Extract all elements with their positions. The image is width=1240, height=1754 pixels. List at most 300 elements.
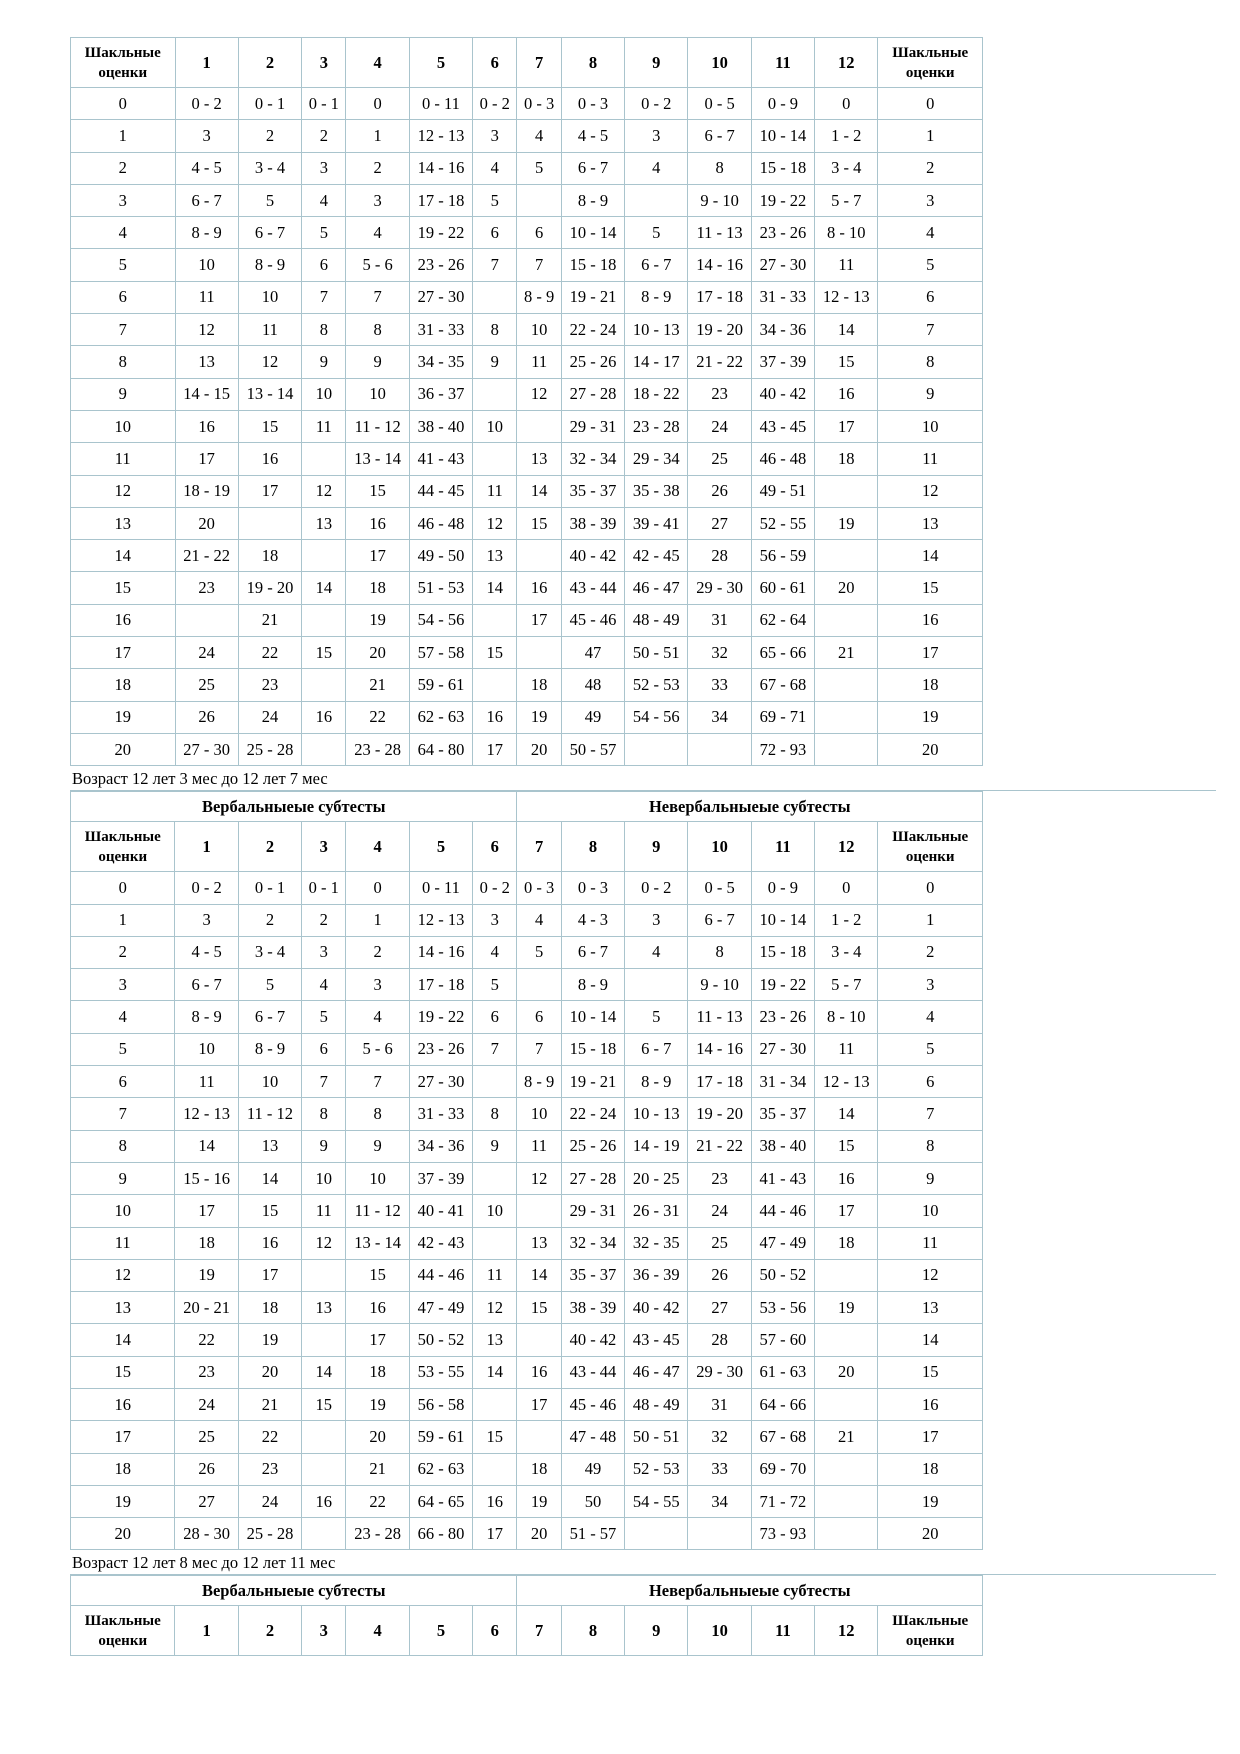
raw-score-cell: 56 - 58: [409, 1388, 472, 1420]
raw-score-cell: 0 - 3: [561, 872, 624, 904]
raw-score-cell: 4 - 5: [175, 152, 238, 184]
raw-score-cell: 15: [238, 410, 301, 442]
subtest-header: 6: [473, 38, 517, 88]
raw-score-cell: 24: [238, 1485, 301, 1517]
scale-score-cell: 11: [878, 443, 983, 475]
table-row: [71, 1001, 983, 1033]
raw-score-cell: 13: [517, 1227, 561, 1259]
raw-score-cell: 0 - 2: [175, 88, 238, 120]
raw-score-cell: 6 - 7: [561, 936, 624, 968]
raw-score-cell: [517, 410, 561, 442]
raw-score-cell: 3: [473, 120, 517, 152]
scale-score-cell: 10: [878, 410, 983, 442]
raw-score-cell: 27 - 30: [751, 249, 814, 281]
raw-score-cell: 17: [346, 1324, 409, 1356]
raw-score-cell: 29 - 30: [688, 1356, 751, 1388]
raw-score-cell: 26: [175, 1453, 238, 1485]
raw-score-cell: 15: [517, 1292, 561, 1324]
raw-score-cell: 3: [473, 904, 517, 936]
raw-score-cell: [302, 1518, 346, 1550]
raw-score-cell: 18: [175, 1227, 238, 1259]
raw-score-cell: 8 - 9: [625, 281, 688, 313]
raw-score-cell: 0 - 11: [409, 88, 472, 120]
raw-score-cell: 50: [561, 1485, 624, 1517]
raw-score-cell: 14 - 16: [409, 152, 472, 184]
table-row: [71, 1259, 983, 1291]
raw-score-cell: 26: [175, 701, 238, 733]
raw-score-cell: [625, 184, 688, 216]
raw-score-cell: 23: [688, 1162, 751, 1194]
raw-score-cell: 29 - 34: [625, 443, 688, 475]
table-row: [71, 1388, 983, 1420]
raw-score-cell: 48 - 49: [625, 604, 688, 636]
raw-score-cell: 19: [238, 1324, 301, 1356]
raw-score-cell: [517, 1324, 561, 1356]
raw-score-cell: [302, 1324, 346, 1356]
subtest-header: 8: [561, 1606, 624, 1656]
raw-score-cell: 16: [815, 378, 878, 410]
raw-score-cell: 10: [238, 1066, 301, 1098]
raw-score-cell: 19 - 20: [688, 314, 751, 346]
raw-score-cell: 14: [302, 572, 346, 604]
raw-score-cell: 19: [346, 1388, 409, 1420]
raw-score-cell: 10: [473, 410, 517, 442]
raw-score-cell: 2: [302, 904, 346, 936]
raw-score-cell: 20: [175, 507, 238, 539]
raw-score-cell: 27 - 28: [561, 378, 624, 410]
raw-score-cell: [302, 669, 346, 701]
raw-score-cell: [175, 604, 238, 636]
raw-score-cell: 23: [688, 378, 751, 410]
table-body: [71, 88, 983, 766]
raw-score-cell: 10 - 13: [625, 1098, 688, 1130]
raw-score-cell: 21 - 22: [688, 346, 751, 378]
raw-score-cell: 17: [517, 1388, 561, 1420]
raw-score-cell: 10: [517, 314, 561, 346]
table-row: [71, 572, 983, 604]
raw-score-cell: 7: [302, 281, 346, 313]
raw-score-cell: 38 - 39: [561, 1292, 624, 1324]
raw-score-cell: 10 - 14: [751, 904, 814, 936]
raw-score-cell: 17: [473, 733, 517, 765]
scale-score-cell: 0: [71, 88, 176, 120]
raw-score-cell: 57 - 58: [409, 637, 472, 669]
scale-score-cell: 4: [878, 217, 983, 249]
raw-score-cell: 67 - 68: [751, 669, 814, 701]
scale-score-header: Шакльные оценки: [71, 38, 176, 88]
scale-score-cell: 13: [878, 1292, 983, 1324]
raw-score-cell: 38 - 39: [561, 507, 624, 539]
raw-score-cell: 0: [815, 88, 878, 120]
raw-score-cell: 22 - 24: [561, 1098, 624, 1130]
raw-score-cell: [473, 669, 517, 701]
raw-score-cell: 54 - 56: [409, 604, 472, 636]
raw-score-cell: 40 - 42: [625, 1292, 688, 1324]
raw-score-cell: 25 - 28: [238, 1518, 301, 1550]
raw-score-cell: 15: [473, 637, 517, 669]
raw-score-cell: 17: [473, 1518, 517, 1550]
raw-score-cell: 13: [473, 540, 517, 572]
raw-score-cell: 20: [517, 1518, 561, 1550]
subtest-header: 12: [815, 1606, 878, 1656]
raw-score-cell: 5: [517, 936, 561, 968]
raw-score-cell: 10: [517, 1098, 561, 1130]
table-row: [71, 475, 983, 507]
raw-score-cell: 18: [517, 1453, 561, 1485]
raw-score-cell: 48 - 49: [625, 1388, 688, 1420]
scale-score-cell: 17: [71, 637, 176, 669]
scale-score-header: Шакльные оценки: [878, 1606, 983, 1656]
table-row: [71, 217, 983, 249]
raw-score-cell: 8 - 9: [517, 1066, 561, 1098]
scale-score-header: Шакльные оценки: [71, 1606, 175, 1656]
raw-score-cell: 37 - 39: [751, 346, 814, 378]
raw-score-cell: 19 - 22: [409, 217, 472, 249]
raw-score-cell: 28: [688, 540, 751, 572]
raw-score-cell: 12 - 13: [175, 1098, 238, 1130]
raw-score-cell: 23 - 28: [346, 1518, 409, 1550]
raw-score-cell: 15: [302, 637, 346, 669]
raw-score-cell: 28 - 30: [175, 1518, 238, 1550]
raw-score-cell: 23 - 26: [409, 249, 472, 281]
raw-score-cell: 21: [238, 604, 301, 636]
raw-score-cell: 16: [346, 507, 409, 539]
raw-score-cell: 26 - 31: [625, 1195, 688, 1227]
raw-score-cell: 35 - 38: [625, 475, 688, 507]
subtest-header: 3: [302, 822, 346, 872]
raw-score-cell: 25 - 26: [561, 1130, 624, 1162]
raw-score-cell: 0 - 9: [751, 88, 814, 120]
raw-score-cell: 23 - 26: [751, 217, 814, 249]
raw-score-cell: 13: [238, 1130, 301, 1162]
raw-score-cell: 4: [473, 152, 517, 184]
raw-score-cell: [473, 281, 517, 313]
raw-score-cell: 24: [175, 637, 238, 669]
table-row: [71, 346, 983, 378]
raw-score-cell: 34: [688, 701, 751, 733]
raw-score-cell: 6: [517, 217, 561, 249]
raw-score-cell: 15 - 18: [751, 936, 814, 968]
raw-score-cell: 0 - 2: [473, 872, 517, 904]
scale-score-cell: 1: [878, 904, 983, 936]
raw-score-cell: 50 - 52: [409, 1324, 472, 1356]
raw-score-cell: 12: [175, 314, 238, 346]
raw-score-cell: 45 - 46: [561, 604, 624, 636]
raw-score-cell: 47 - 49: [409, 1292, 472, 1324]
scale-score-cell: 14: [878, 1324, 983, 1356]
raw-score-cell: 18: [238, 540, 301, 572]
raw-score-cell: 23: [175, 572, 238, 604]
raw-score-cell: 31: [688, 604, 751, 636]
raw-score-cell: 8: [346, 1098, 409, 1130]
group-header-row: [71, 1576, 983, 1606]
raw-score-cell: 46 - 48: [409, 507, 472, 539]
raw-score-cell: [302, 1421, 346, 1453]
raw-score-cell: 9: [473, 346, 517, 378]
raw-score-cell: 32: [688, 637, 751, 669]
raw-score-cell: 27 - 30: [409, 1066, 472, 1098]
raw-score-cell: 49 - 51: [751, 475, 814, 507]
raw-score-cell: 1 - 2: [815, 904, 878, 936]
raw-score-cell: 21: [238, 1388, 301, 1420]
raw-score-cell: [517, 540, 561, 572]
table-row: [71, 1518, 983, 1550]
raw-score-cell: 35 - 37: [561, 1259, 624, 1291]
raw-score-cell: 0 - 11: [409, 872, 472, 904]
raw-score-cell: 8 - 9: [238, 249, 301, 281]
raw-score-cell: 43 - 45: [625, 1324, 688, 1356]
raw-score-cell: 13 - 14: [238, 378, 301, 410]
raw-score-cell: 8 - 9: [175, 1001, 238, 1033]
raw-score-cell: 4: [517, 904, 561, 936]
raw-score-cell: 5: [238, 184, 301, 216]
raw-score-cell: 19 - 20: [688, 1098, 751, 1130]
raw-score-cell: 6: [473, 217, 517, 249]
table-row: [71, 1033, 983, 1065]
scale-score-cell: 3: [878, 184, 983, 216]
raw-score-cell: 31 - 33: [409, 1098, 472, 1130]
scale-table-2: [70, 791, 983, 1550]
raw-score-cell: 34 - 36: [409, 1130, 472, 1162]
raw-score-cell: 25 - 26: [561, 346, 624, 378]
raw-score-cell: [815, 1485, 878, 1517]
table-row: [71, 507, 983, 539]
raw-score-cell: 18: [346, 1356, 409, 1388]
raw-score-cell: 7: [473, 249, 517, 281]
raw-score-cell: 24: [688, 1195, 751, 1227]
raw-score-cell: 17 - 18: [688, 1066, 751, 1098]
raw-score-cell: 18: [517, 669, 561, 701]
raw-score-cell: 18: [238, 1292, 301, 1324]
raw-score-cell: 22: [238, 637, 301, 669]
raw-score-cell: 46 - 47: [625, 572, 688, 604]
raw-score-cell: 20: [238, 1356, 301, 1388]
raw-score-cell: 5 - 7: [815, 184, 878, 216]
scale-score-cell: 3: [71, 969, 175, 1001]
raw-score-cell: [625, 1518, 688, 1550]
subtest-header: 7: [517, 1606, 561, 1656]
table-row: [71, 936, 983, 968]
scale-score-cell: 4: [878, 1001, 983, 1033]
scale-score-cell: 9: [878, 378, 983, 410]
subtest-header: 4: [346, 38, 409, 88]
raw-score-cell: 5: [238, 969, 301, 1001]
table-row: [71, 669, 983, 701]
table-row: [71, 1130, 983, 1162]
raw-score-cell: 14: [175, 1130, 238, 1162]
scale-score-cell: 15: [71, 1356, 175, 1388]
raw-score-cell: 14 - 16: [688, 249, 751, 281]
raw-score-cell: 8: [473, 314, 517, 346]
raw-score-cell: 21 - 22: [688, 1130, 751, 1162]
raw-score-cell: [302, 443, 346, 475]
raw-score-cell: 10: [346, 378, 409, 410]
raw-score-cell: 17: [238, 1259, 301, 1291]
scale-score-cell: 3: [878, 969, 983, 1001]
scale-score-cell: 18: [71, 1453, 175, 1485]
table-row: [71, 410, 983, 442]
table-row: [71, 701, 983, 733]
raw-score-cell: 31 - 33: [751, 281, 814, 313]
raw-score-cell: 5: [302, 1001, 346, 1033]
raw-score-cell: 22: [346, 701, 409, 733]
raw-score-cell: 21: [346, 1453, 409, 1485]
raw-score-cell: 0 - 2: [625, 88, 688, 120]
raw-score-cell: 3: [625, 120, 688, 152]
raw-score-cell: 0 - 1: [302, 88, 346, 120]
raw-score-cell: 4: [625, 152, 688, 184]
raw-score-cell: [688, 1518, 751, 1550]
table-row: [71, 1421, 983, 1453]
raw-score-cell: 12: [302, 475, 346, 507]
scale-score-cell: 6: [878, 281, 983, 313]
raw-score-cell: 16: [517, 572, 561, 604]
scale-score-cell: 12: [71, 1259, 175, 1291]
scale-score-cell: 8: [878, 346, 983, 378]
scale-score-cell: 17: [878, 637, 983, 669]
raw-score-cell: 16: [473, 701, 517, 733]
raw-score-cell: 8: [302, 1098, 346, 1130]
scale-table-1: [70, 37, 983, 766]
subtest-header: 9: [625, 1606, 688, 1656]
raw-score-cell: 14 - 17: [625, 346, 688, 378]
raw-score-cell: 12 - 13: [815, 281, 878, 313]
raw-score-cell: 32 - 34: [561, 443, 624, 475]
raw-score-cell: 11 - 12: [238, 1098, 301, 1130]
raw-score-cell: 20: [815, 1356, 878, 1388]
raw-score-cell: 18: [815, 1227, 878, 1259]
raw-score-cell: 27 - 30: [409, 281, 472, 313]
raw-score-cell: 19 - 22: [751, 184, 814, 216]
subtest-header: 3: [302, 1606, 346, 1656]
raw-score-cell: 14: [473, 572, 517, 604]
raw-score-cell: 17: [815, 410, 878, 442]
table-row: [71, 733, 983, 765]
raw-score-cell: 43 - 44: [561, 572, 624, 604]
scale-score-cell: 20: [878, 1518, 983, 1550]
raw-score-cell: 27: [688, 1292, 751, 1324]
raw-score-cell: 9: [346, 346, 409, 378]
scale-score-cell: 8: [878, 1130, 983, 1162]
raw-score-cell: 31 - 34: [751, 1066, 814, 1098]
raw-score-cell: 8 - 9: [238, 1033, 301, 1065]
raw-score-cell: 39 - 41: [625, 507, 688, 539]
scale-score-cell: 16: [878, 604, 983, 636]
raw-score-cell: 4: [625, 936, 688, 968]
raw-score-cell: 3: [346, 184, 409, 216]
scale-score-cell: 7: [71, 314, 176, 346]
raw-score-cell: [815, 1518, 878, 1550]
raw-score-cell: 13: [302, 507, 346, 539]
raw-score-cell: 33: [688, 1453, 751, 1485]
raw-score-cell: 5: [473, 184, 517, 216]
raw-score-cell: [238, 507, 301, 539]
scale-score-cell: 5: [878, 1033, 983, 1065]
raw-score-cell: 5 - 7: [815, 969, 878, 1001]
raw-score-cell: 10: [302, 1162, 346, 1194]
raw-score-cell: 13: [175, 346, 238, 378]
scale-score-cell: 6: [71, 281, 176, 313]
subtest-header: 8: [561, 38, 624, 88]
scale-score-cell: 14: [71, 1324, 175, 1356]
raw-score-cell: 10: [238, 281, 301, 313]
column-header-row: [71, 822, 983, 872]
raw-score-cell: 15: [473, 1421, 517, 1453]
raw-score-cell: 1: [346, 120, 409, 152]
raw-score-cell: 9: [302, 346, 346, 378]
raw-score-cell: [815, 701, 878, 733]
raw-score-cell: 16: [346, 1292, 409, 1324]
raw-score-cell: 11: [517, 346, 561, 378]
raw-score-cell: 25: [688, 443, 751, 475]
raw-score-cell: 60 - 61: [751, 572, 814, 604]
raw-score-cell: [815, 1259, 878, 1291]
subtest-header: 11: [751, 38, 814, 88]
raw-score-cell: 40 - 42: [561, 540, 624, 572]
raw-score-cell: 19: [175, 1259, 238, 1291]
raw-score-cell: 8 - 10: [815, 1001, 878, 1033]
raw-score-cell: 2: [238, 120, 301, 152]
table-row: [71, 1098, 983, 1130]
raw-score-cell: 17: [346, 540, 409, 572]
subtest-header: 2: [238, 1606, 301, 1656]
raw-score-cell: 24: [175, 1388, 238, 1420]
raw-score-cell: 17: [175, 1195, 238, 1227]
raw-score-cell: 29 - 31: [561, 1195, 624, 1227]
raw-score-cell: 15: [346, 1259, 409, 1291]
raw-score-cell: 16: [302, 701, 346, 733]
raw-score-cell: 14: [815, 314, 878, 346]
subtest-header: 9: [625, 38, 688, 88]
raw-score-cell: 0 - 2: [625, 872, 688, 904]
table-row: [71, 1485, 983, 1517]
raw-score-cell: 34 - 36: [751, 314, 814, 346]
raw-score-cell: 11: [302, 1195, 346, 1227]
raw-score-cell: 8: [302, 314, 346, 346]
raw-score-cell: 12: [473, 507, 517, 539]
raw-score-cell: 6 - 7: [688, 120, 751, 152]
raw-score-cell: 0 - 2: [175, 872, 238, 904]
scale-score-cell: 2: [71, 152, 176, 184]
raw-score-cell: 20: [815, 572, 878, 604]
raw-score-cell: 0 - 1: [238, 872, 301, 904]
raw-score-cell: 27: [175, 1485, 238, 1517]
raw-score-cell: [815, 475, 878, 507]
raw-score-cell: 19: [815, 1292, 878, 1324]
raw-score-cell: [517, 184, 561, 216]
raw-score-cell: 15 - 18: [751, 152, 814, 184]
subtest-header: 11: [751, 1606, 814, 1656]
scale-score-cell: 10: [878, 1195, 983, 1227]
raw-score-cell: 2: [302, 120, 346, 152]
raw-score-cell: [517, 969, 561, 1001]
raw-score-cell: 11: [238, 314, 301, 346]
raw-score-cell: 3 - 4: [238, 936, 301, 968]
raw-score-cell: 1 - 2: [815, 120, 878, 152]
raw-score-cell: 12: [517, 1162, 561, 1194]
raw-score-cell: 16: [302, 1485, 346, 1517]
raw-score-cell: 21 - 22: [175, 540, 238, 572]
raw-score-cell: 0: [815, 872, 878, 904]
scale-table-3: [70, 1575, 983, 1656]
raw-score-cell: 29 - 31: [561, 410, 624, 442]
subtest-header: 11: [751, 822, 814, 872]
raw-score-cell: 0 - 3: [517, 872, 561, 904]
raw-score-cell: 4 - 5: [561, 120, 624, 152]
scale-score-cell: 0: [71, 872, 175, 904]
scale-score-header: Шакльные оценки: [878, 822, 983, 872]
scale-score-cell: 20: [878, 733, 983, 765]
